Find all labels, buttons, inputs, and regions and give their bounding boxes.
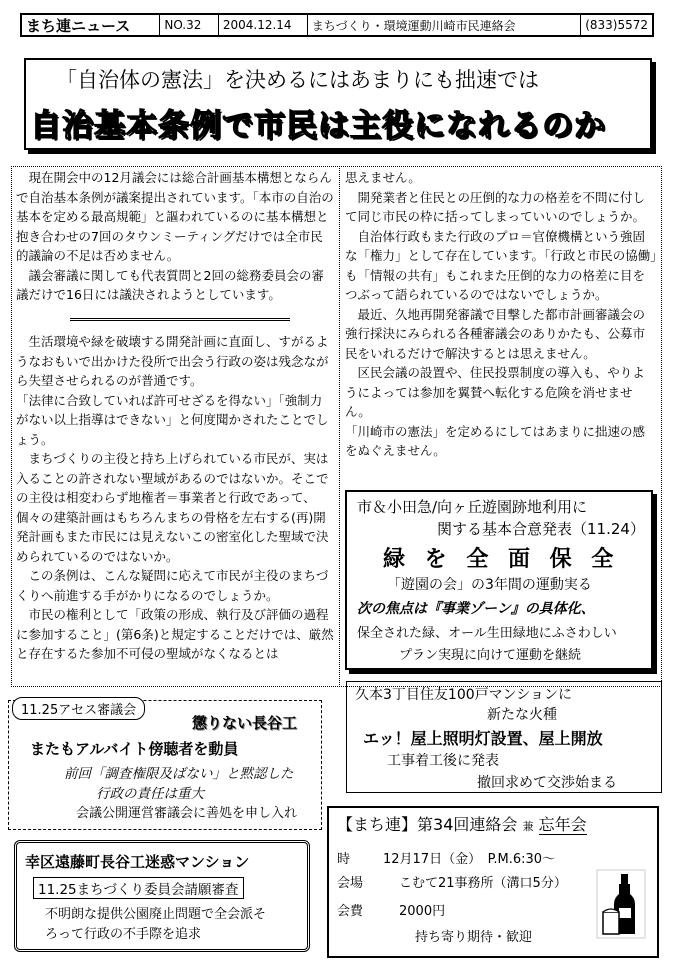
party-title <box>337 812 587 835</box>
party-note: 持ち寄り期待・歓迎 <box>415 930 533 945</box>
right-paragraph-1: 思えません。 <box>345 170 421 185</box>
kuji-line-1: 久本3丁目住友100戸マンションに <box>355 687 572 703</box>
column-separator <box>339 166 340 687</box>
assessment-line-1: 前回「調査権限及ばない」と黙認した <box>64 766 294 782</box>
kuji-line-3: 工事着工後に発表 <box>387 753 499 769</box>
left-paragraph-7: 市民の権利として「政策の形成、執行及び評価の過程に参加すること」(第6条)と規定することだけでは、厳然と存在するた参加不可侵の聖域がなくなるとは <box>16 607 334 661</box>
left-paragraph-5: まちづくりの主役と持ち上げられている市民が、実は入ることの許されない聖域があるのではないか。そこでの主役は相変わらず地権者＝事業者と行政であって、個々の建築計画はもちろんまちの骨格を左右する(再)開発計画もまた市民には見えないこの密室化した聖域で決められているのではないか。 <box>16 451 329 564</box>
saiwai-mansion-box <box>14 840 310 952</box>
assessment-line-3: 会議公開運営審議会に善処を申し入れ <box>76 806 298 821</box>
issue-number: NO.32 <box>159 15 217 35</box>
saiwai-sub: 11.25まちづくり委員会請願審査 <box>33 877 244 899</box>
assessment-main: またもアルバイト傍聴者を動員 <box>30 740 239 758</box>
yuenchi-line-3: 「遊園の会」の3年間の運動実る <box>387 577 592 593</box>
party-title-org: 【まち連】 <box>337 815 418 834</box>
headline-box <box>24 58 652 150</box>
kuji-mansion-box <box>346 681 662 793</box>
party-title-meeting: 第34回連絡会 <box>417 815 518 834</box>
kuji-line-4: 撤回求めて交渉始まる <box>477 775 617 791</box>
left-paragraph-2: 議会審議に関しても代表質問と2回の総務委員会の審議だけで16日には議決されようとしています。 <box>16 267 324 302</box>
article-right-column <box>345 168 657 461</box>
article-left-column <box>16 168 334 305</box>
saiwai-line-2: ろって行政の不手際を追求 <box>45 927 202 942</box>
phone-number: (833)5572 <box>580 15 652 35</box>
headline-main: 自治基本条例で市民は主役になれるのか <box>30 108 606 144</box>
kuji-line-2: 新たな火種 <box>487 707 557 723</box>
party-time-label: 時 <box>337 852 351 867</box>
assessment-headline-right: 懲りない長谷工 <box>192 714 298 732</box>
party-fee: 2000円 <box>399 904 446 919</box>
yuenchi-line-4: 次の焦点は『事業ゾーン』の具体化、 <box>357 601 595 617</box>
party-fee-label: 会費 <box>337 904 364 919</box>
saiwai-line-1: 不明朗な提供公園廃止問題で全会派そ <box>45 907 267 922</box>
party-place: こむて21事務所（溝口5分） <box>399 876 567 891</box>
party-title-bonenkai: 忘年会 <box>538 815 587 834</box>
newsletter-title: まち連ニュース <box>26 16 131 35</box>
organization-name: まちづくり・環境運動川崎市民連絡会 <box>307 15 580 35</box>
yuenchi-line-2: 関する基本合意発表（11.24） <box>437 520 645 538</box>
beer-bottle-icon <box>595 868 647 940</box>
assessment-line-2: 行政の責任は重大 <box>96 786 204 802</box>
right-paragraph-3: 自治体行政もまた行政のプロ＝官僚機構という強固な「権力」として存在しています。「行政と市民の協働」も「情報の共有」もこれまた圧倒的な力の格差に目をつぶって語られているのではないでしょうか。 <box>345 228 657 302</box>
party-title-and: 兼 <box>522 820 534 833</box>
party-announcement-box <box>327 806 659 958</box>
issue-date: 2004.12.14 <box>218 15 307 35</box>
left-paragraph-1: 現在開会中の12月議会には総合計画基本構想とならんで自治基本条例が議案提出されています。「本市の自治の基本を定める最高規範」と謳われているのに基本構想と抱き合わせの7回のタウンミーティングだけでは全市民的議論の不足は否めません。 <box>16 170 334 263</box>
party-time: 12月17日（金） P.M.6:30～ <box>383 852 556 867</box>
right-paragraph-5: 区民会議の設置や、住民投票制度の導入も、やりようによっては参加を翼賛へ転化する危険を消せません。 <box>345 365 645 419</box>
party-place-label: 会場 <box>337 876 364 891</box>
left-paragraph-3: 生活環境や緑を破壊する開発計画に直面し、すがるようなおもいで出かけた役所で出会う行政の姿は残念ながら失望させられるのが普通です。 <box>16 334 329 388</box>
kuji-big-headline: エッ！屋上照明灯設置、屋上開放 <box>363 729 603 748</box>
left-paragraph-6: この条例は、こんな疑問に応えて市民が主役のまちづくりへ前進する手がかりになるのでしょうか。 <box>16 568 329 603</box>
saiwai-title: 幸区遠藤町長谷工迷惑マンション <box>25 853 250 871</box>
yuenchi-agreement-box <box>345 490 653 670</box>
yuenchi-line-5: 保全された緑、オール生田緑地にふさわしい <box>357 626 617 641</box>
assessment-tag: 11.25アセス審議会 <box>12 697 145 720</box>
right-paragraph-6: 「川崎市の憲法」を定めるにしてはあまりに拙速の感をぬぐえません。 <box>345 423 646 458</box>
right-paragraph-2: 開発業者と住民との圧倒的な力の格差を不問に付して同じ市民の枠に括ってしまっていいのでしょうか。 <box>345 189 646 224</box>
article-left-column-lower <box>16 332 334 664</box>
yuenchi-line-1: 市＆小田急/向ヶ丘遊園跡地利用に <box>357 498 588 516</box>
newsletter-header <box>20 13 654 37</box>
yuenchi-big-headline: 緑 を 全 面 保 全 <box>383 547 620 572</box>
left-paragraph-4: 「法律に合致していれば許可せざるを得ない」「強制力がない以上指導はできない」と何度聞かされたことでしょう。 <box>16 392 329 447</box>
right-paragraph-4: 最近、久地再開発審議で目撃した都市計画審議会の強行採決にみられる各種審議会のありかたも、公募市民をいれるだけで解決するとは思えません。 <box>345 306 646 361</box>
yuenchi-line-6: プラン実現に向けて運動を継続 <box>399 648 582 663</box>
headline-sub: 「自治体の憲法」を決めるにはあまりにも拙速では <box>56 68 539 92</box>
column-divider-rule <box>70 318 290 321</box>
